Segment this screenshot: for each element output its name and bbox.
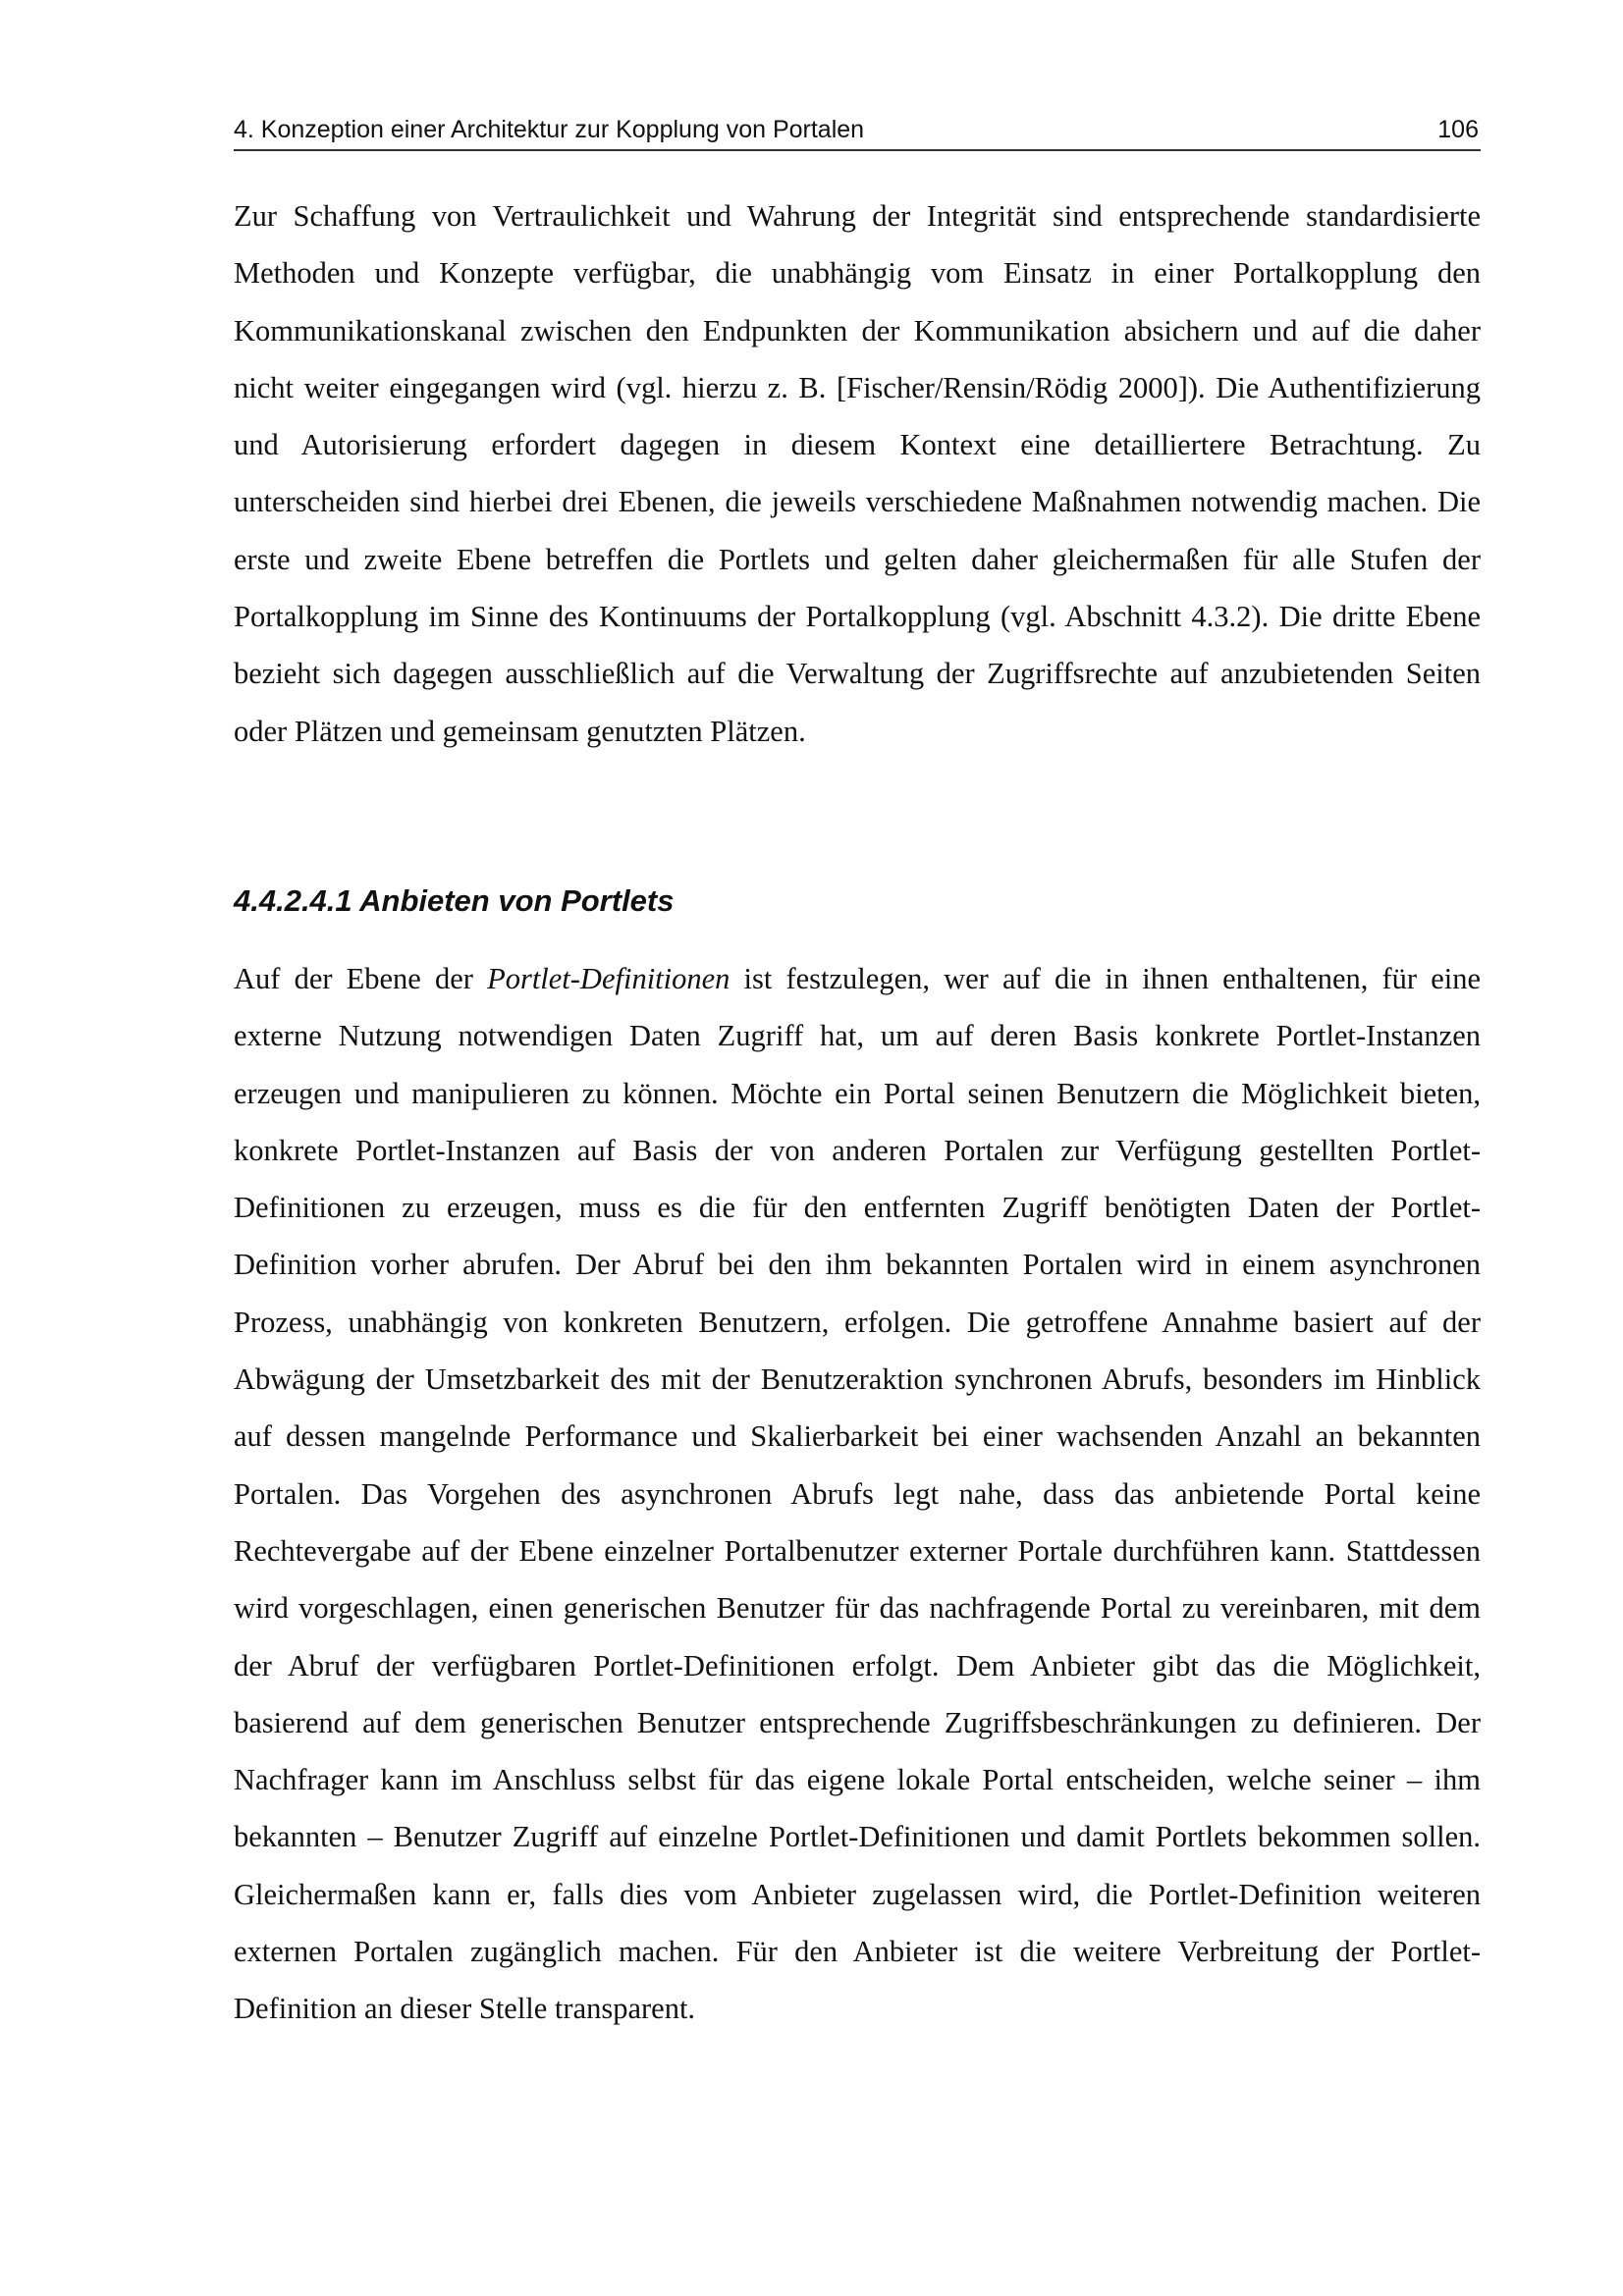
italic-term: Portlet-Definitionen (487, 962, 730, 995)
body-paragraph-2 (234, 950, 1481, 2038)
paragraph-main-text: ist festzulegen, wer auf die in ihnen enthaltenen, für eine externe Nutzung notwendigen Daten Zugriff hat, um auf deren Basis konkrete Portlet-Instanzen erzeugen und manipulieren zu können. Möchte ein Portal seinen Benutzern die Möglichkeit bieten, konkrete Portlet-Instanzen auf Basis der von anderen Portalen zur Verfügung gestellten Portlet-Definitionen zu erzeugen, muss es die für den entfernten Zugriff benötigten Daten der Portlet-Definition vorher abrufen. Der Abruf bei den ihm bekannten Portalen wird in einem asynchronen Prozess, unabhängig von konkreten Benutzern, erfolgen. Die getroffene Annahme basiert auf der Abwägung der Umsetzbarkeit des mit der Benutzeraktion synchronen Abrufs, besonders im Hinblick auf dessen mangelnde Performance und Skalierbarkeit bei einer wachsenden Anzahl an bekannten Portalen. Das Vorgehen des asynchronen Abrufs legt nahe, dass das anbietende Portal keine Rechtevergabe auf der Ebene einzelner Portalbenutzer externer Portale durchführen kann. Stattdessen wird vorgeschlagen, einen generischen Benutzer für das nachfragende Portal zu vereinbaren, mit dem der Abruf der verfügbaren Portlet-Definitionen erfolgt. Dem Anbieter gibt das die Möglichkeit, basierend auf dem generischen Benutzer entsprechende Zugriffsbeschränkungen zu definieren. Der Nachfrager kann im Anschluss selbst für das eigene lokale Portal entscheiden, welche seiner – ihm bekannten – Benutzer Zugriff auf einzelne Portlet-Definitionen und damit Portlets bekommen sollen. Gleichermaßen kann er, falls dies vom Anbieter zugelassen wird, die Portlet-Definition weiteren externen Portalen zugänglich machen. Für den Anbieter ist die weitere Verbreitung der Portlet-Definition an dieser Stelle transparent. (234, 962, 1481, 2026)
body-paragraph-1: Zur Schaffung von Vertraulichkeit und Wahrung der Integrität sind entsprechende standardisierte Methoden und Konzepte verfügbar, die unabhängig vom Einsatz in einer Portalkopplung den Kommunikationskanal zwischen den Endpunkten der Kommunikation absichern und auf die daher nicht weiter eingegangen wird (vgl. hierzu z. B. [Fischer/Rensin/Rödig 2000]). Die Authentifizierung und Autorisierung erfordert dagegen in diesem Kontext eine detailliertere Betrachtung. Zu unterscheiden sind hierbei drei Ebenen, die jeweils verschiedene Maßnahmen notwendig machen. Die erste und zweite Ebene betreffen die Portlets und gelten daher gleichermaßen für alle Stufen der Portalkopplung im Sinne des Kontinuums der Portalkopplung (vgl. Abschnitt 4.3.2). Die dritte Ebene bezieht sich dagegen ausschließlich auf die Verwaltung der Zugriffsrechte auf anzubietenden Seiten oder Plätzen und gemeinsam genutzten Plätzen. (234, 199, 1481, 748)
paragraph-lead-text: Auf der Ebene der (234, 962, 488, 995)
section-heading: 4.4.2.4.1 Anbieten von Portlets (234, 883, 675, 918)
running-title: 4. Konzeption einer Architektur zur Kopplung von Portalen (234, 116, 865, 143)
running-header (234, 110, 1481, 151)
page-number: 106 (1437, 116, 1479, 143)
